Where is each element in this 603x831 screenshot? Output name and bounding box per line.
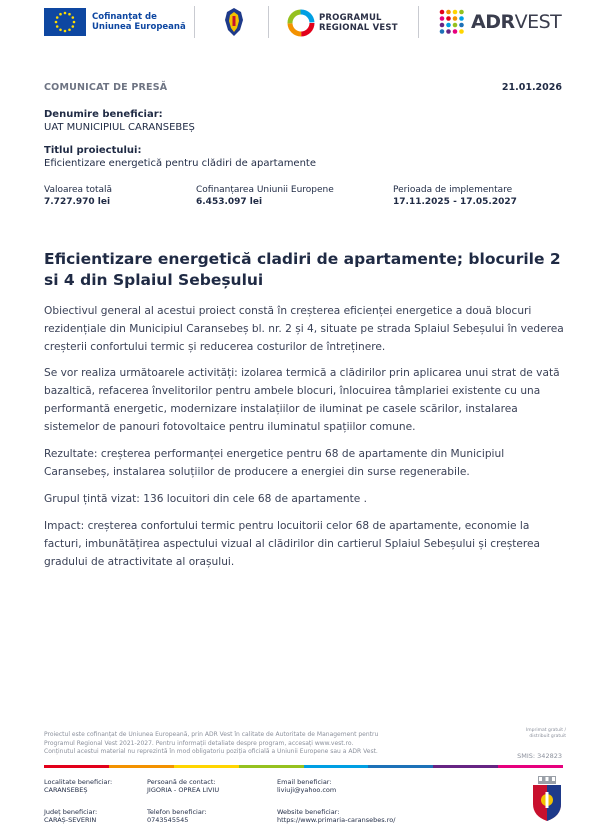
logo-divider (418, 6, 419, 38)
total-value: 7.727.970 lei (44, 197, 111, 207)
paragraph-objective: Obiectivul general al acestui proiect constă în creșterea eficienței energetice a două blocuri rezidențiale din Municipiul Caransebeș bl. nr. 2 și 4, situate pe strada Splaiul Sebeșului în vederea creșterii confortului termic și reducerea costurilor de întreținere. (44, 305, 564, 353)
color-bar-segment (239, 765, 304, 768)
color-bar-segment (109, 765, 174, 768)
prv-text (319, 13, 398, 33)
phone-value: 0743545545 (147, 816, 189, 824)
adr-vest-text (471, 11, 561, 33)
article-title-line-1: Eficientizare energetică cladiri de apartamente; blocurile 2 (44, 250, 561, 268)
paragraph-activities: Se vor realiza următoarele activități: izolarea termică a clădirilor prin aplicarea unui strat de vată bazaltică, refacerea învelitorilor pentru ambele blocuri, înlocuirea tâmplariei existente cu una performantă energetic, modernizare instalațiilor de iluminat pe casele scărilor, instalarea sistemelor de panouri fotovoltaice pentru iluminatul spațiilor comune. (44, 367, 560, 433)
smis-code: SMIS: 342823 (517, 752, 562, 760)
adr-vest-logo (438, 8, 561, 36)
county-label: Județ beneficiar: (44, 808, 98, 816)
eu-line-1: Cofinanțat de (92, 12, 157, 22)
footer-disclaimer-line-3: Conținutul acestui material nu reprezintă în mod obligatoriu poziția oficială a Uniunii Europene sau a ADR Vest. (44, 748, 378, 755)
caransebes-crest-icon (530, 776, 564, 822)
eu-cofinancing-label: Cofinanțarea Uniunii Europene (196, 185, 334, 195)
locality-label: Localitate beneficiar: (44, 778, 113, 786)
release-date: 21.01.2026 (501, 82, 562, 93)
beneficiary-value: UAT MUNICIPIUL CARANSEBEȘ (44, 122, 195, 133)
phone-label: Telefon beneficiar: (147, 808, 207, 816)
color-bar-segment (44, 765, 109, 768)
programul-regional-vest-logo (287, 9, 398, 37)
eu-line-2: Uniunea Europeană (92, 22, 186, 32)
paragraph-impact: Impact: creșterea confortului termic pentru locuitorii celor 68 de apartamente, economie la facturi, imbunătățirea aspectului vizual al clădirilor din cartierul Splaiul Sebeșului și creșterea gradului de atractivitate al orașului. (44, 520, 541, 568)
eu-logo (44, 8, 186, 36)
implementation-period-label: Perioada de implementare (393, 185, 513, 195)
contact-value: JIGORIA - OPREA LIVIU (147, 786, 220, 794)
eu-logo-text (92, 12, 186, 32)
adr-dots-icon (438, 8, 466, 36)
logo-divider (194, 6, 195, 38)
contact-label: Persoană de contact: (147, 778, 216, 786)
beneficiary-label: Denumire beneficiar: (44, 109, 163, 120)
county-value: CARAȘ-SEVERIN (44, 816, 97, 824)
website-label: Website beneficiar: (277, 808, 340, 816)
color-bar-segment (174, 765, 239, 768)
color-bar-segment (304, 765, 369, 768)
footer-disclaimer (44, 731, 464, 757)
total-value-label: Valoarea totală (44, 185, 113, 195)
website-link[interactable]: https://www.primaria-caransebes.ro/ (277, 816, 396, 824)
locality-value: CARANSEBEȘ (44, 786, 88, 794)
email-label: Email beneficiar: (277, 778, 332, 786)
footer-print-note: Imprimat gratuit / distribuit gratuit (525, 728, 566, 739)
prv-ring-icon (287, 9, 315, 37)
project-title-value: Eficientizare energetică pentru clădiri de apartamente (44, 158, 316, 169)
paragraph-target-group: Grupul țintă vizat: 136 locuitori din cele 68 de apartamente . (44, 493, 368, 505)
color-bar-segment (368, 765, 433, 768)
implementation-period-value: 17.11.2025 - 17.05.2027 (393, 197, 517, 207)
footer-disclaimer-line-1: Proiectul este cofinanțat de Uniunea Europeană, prin ADR Vest în calitate de Autoritate de Management pentru (44, 731, 379, 738)
footer-color-bar (44, 765, 563, 768)
project-title-label: Titlul proiectului: (44, 145, 142, 156)
email-link[interactable]: liviuji@yahoo.com (277, 786, 337, 794)
color-bar-segment (498, 765, 563, 768)
logo-bar (0, 6, 603, 38)
prv-line-2b: VEST (372, 23, 398, 33)
article-title-line-2: si 4 din Splaiul Sebeșului (44, 271, 264, 289)
prv-line-1: PROGRAMUL (319, 13, 382, 23)
government-crest-icon (219, 6, 249, 38)
paragraph-results: Rezultate: creșterea performanței energetice pentru 68 de apartamente din Municipiul Caransebeș, instalarea soluțiilor de producere a energiei din surse regenerabile. (44, 448, 505, 478)
color-bar-segment (433, 765, 498, 768)
adr-text-b: VEST (514, 11, 562, 33)
eu-flag-icon (44, 8, 86, 36)
logo-divider (268, 6, 269, 38)
footer-disclaimer-line-2: Programul Regional Vest 2021-2027. Pentru informații detaliate despre program, accesați www.vest.ro. (44, 739, 354, 747)
adr-text-a: ADR (471, 11, 515, 33)
article-title (44, 249, 564, 291)
prv-line-2a: REGIONAL (319, 23, 373, 33)
eu-cofinancing-value: 6.453.097 lei (196, 197, 263, 207)
press-release-label: COMUNICAT DE PRESĂ (44, 82, 168, 93)
